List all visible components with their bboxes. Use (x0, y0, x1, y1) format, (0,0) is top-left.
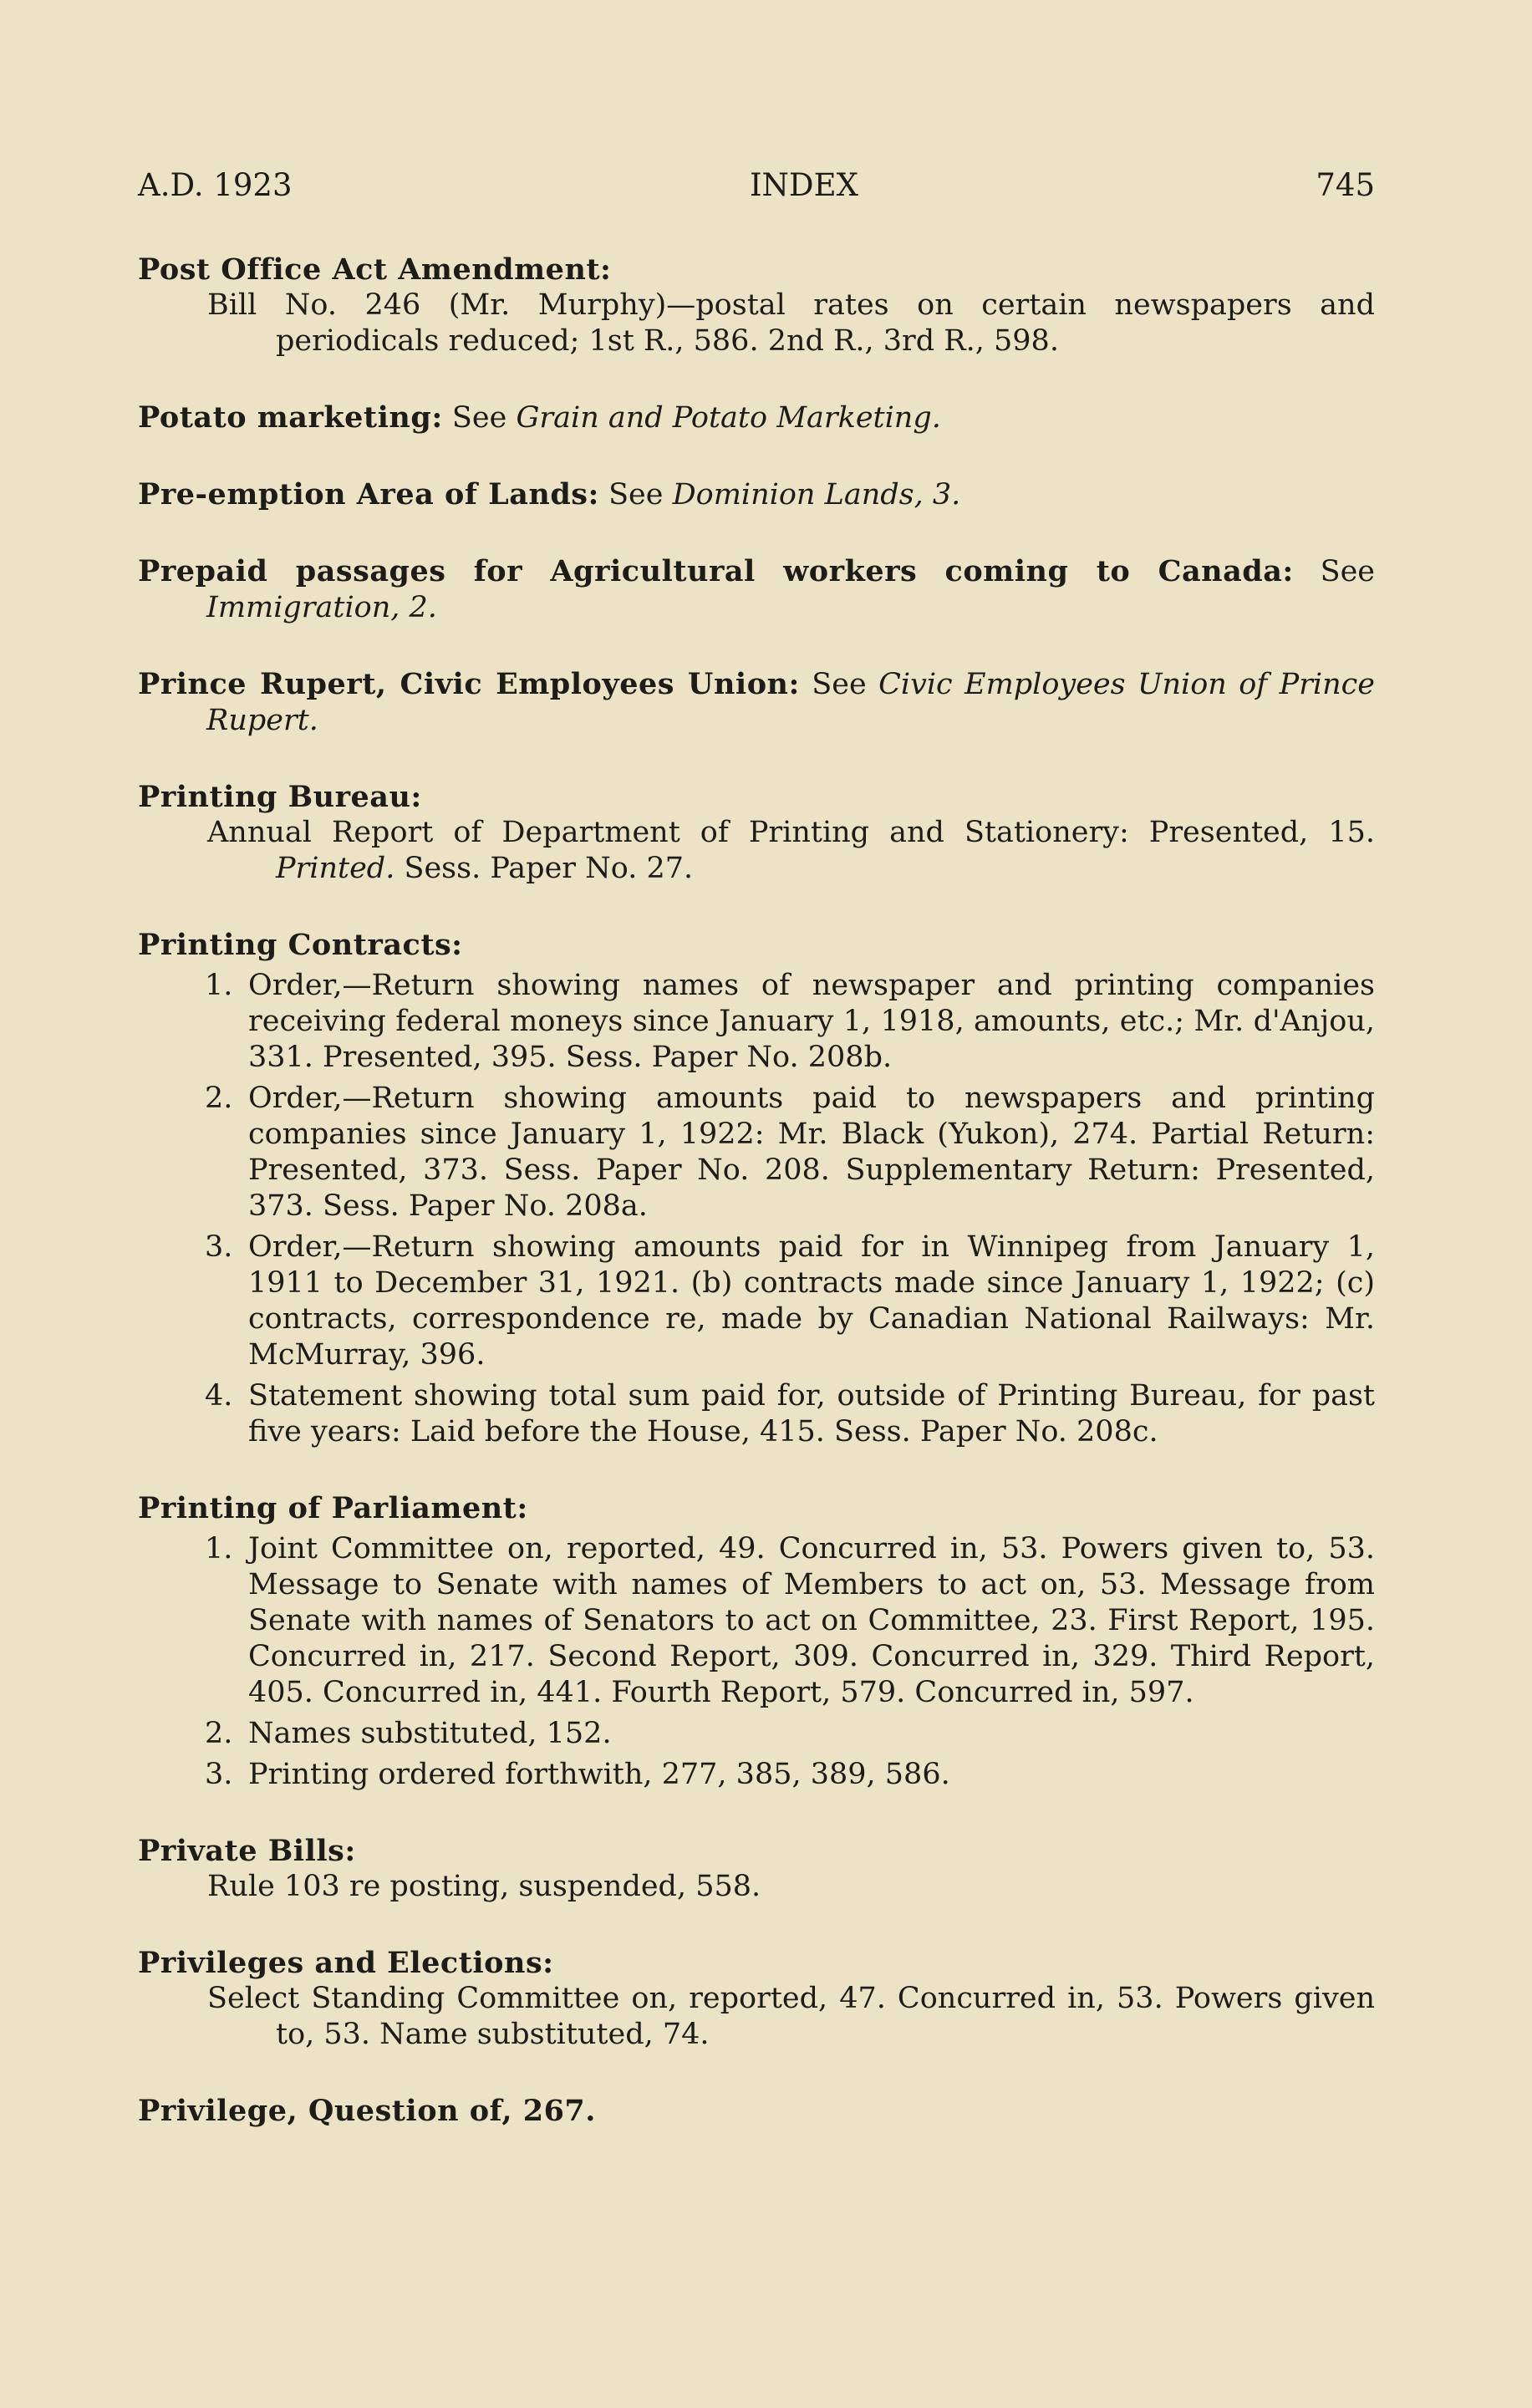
entry-potato-marketing (138, 400, 1375, 436)
list-item (138, 1378, 1375, 1450)
header-page-number: 745 (1316, 167, 1375, 203)
see-label: See (451, 401, 507, 435)
item-text: Joint Committee on, reported, 49. Concurred in, 53. Powers given to, 53. Message to Senate with names of Members to act on, 53. Message from Senate with names of Senators to act on Committee, 23. First Report, 195. Concurred in, 217. Second Report, 309. Concurred in, 329. Third Report, 405. Concurred in, 441. Fourth Report, 579. Concurred in, 597. (248, 1532, 1375, 1709)
list-item (138, 968, 1375, 1076)
entry-printing-contracts (138, 927, 1375, 1450)
entry-heading: Prepaid passages for Agricultural workers coming to Canada: (138, 554, 1294, 588)
entry-privileges-elections (138, 1945, 1375, 2053)
entry-prepaid-passages (138, 553, 1375, 626)
see-reference: Grain and Potato Marketing. (516, 401, 941, 435)
entry-heading: Private Bills: (138, 1834, 356, 1868)
see-label: See (608, 478, 664, 512)
entry-text (138, 815, 1375, 887)
entry-text-italic: Printed. (276, 852, 395, 885)
header-title: INDEX (749, 167, 858, 203)
item-text: Names substituted, 152. (248, 1717, 612, 1750)
entry-heading: Prince Rupert, Civic Employees Union: (138, 667, 800, 701)
item-text: Order,—Return showing amounts paid to newspapers and printing companies since January 1, 1922: Mr. Black (Yukon), 274. Partial Return: Presented, 373. Sess. Paper No. 208. Supplementary Return: Presented, 373. Sess. Paper No. 208a. (248, 1082, 1375, 1223)
entry-heading: Post Office Act Amendment: (138, 252, 612, 287)
item-text: Order,—Return showing names of newspaper and printing companies receiving federal moneys since January 1, 1918, amounts, etc.; Mr. d'Anjou, 331. Presented, 395. Sess. Paper No. 208b. (248, 969, 1375, 1074)
entry-privilege-question (138, 2093, 1375, 2129)
entry-heading: Pre-emption Area of Lands: (138, 477, 599, 512)
list-item (138, 1716, 1375, 1752)
list-item (138, 1081, 1375, 1224)
list-item (138, 1531, 1375, 1711)
item-number: 2. (205, 1717, 233, 1750)
item-number: 4. (205, 1379, 233, 1413)
item-number: 3. (205, 1758, 233, 1791)
entry-private-bills (138, 1833, 1375, 1905)
list-item (138, 1757, 1375, 1793)
entry-prince-rupert (138, 666, 1375, 739)
see-label: See (812, 668, 867, 701)
entry-heading: Potato marketing: (138, 400, 443, 435)
list-item (138, 1229, 1375, 1373)
header-year: A.D. 1923 (138, 167, 293, 203)
see-reference: Civic Employees Union of Prince Rupert. (206, 668, 1375, 737)
entry-heading: Privilege, Question of, 267. (138, 2094, 596, 2128)
entry-heading: Printing Contracts: (138, 928, 463, 962)
item-text: Order,—Return showing amounts paid for in Winnipeg from January 1, 1911 to December 31, 1921. (b) contracts made since January 1, 1922; (c) contracts, correspondence re, made by Canadian National Railways: Mr. McMurray, 396. (248, 1230, 1375, 1372)
see-label: See (1320, 555, 1375, 588)
entry-printing-bureau (138, 779, 1375, 887)
entry-printing-of-parliament (138, 1490, 1375, 1793)
see-reference: Dominion Lands, 3. (672, 478, 961, 512)
entry-text: Rule 103 re posting, suspended, 558. (207, 1870, 761, 1903)
entry-text-main: Annual Report of Department of Printing and Stationery: Presented, 15. (207, 816, 1375, 849)
index-page (138, 167, 1375, 2169)
item-number: 1. (205, 1532, 233, 1565)
entry-post-office-act (138, 252, 1375, 359)
entry-heading: Privileges and Elections: (138, 1946, 554, 1980)
item-text: Printing ordered forthwith, 277, 385, 389, 586. (248, 1758, 950, 1791)
entry-text-end: Sess. Paper No. 27. (404, 852, 694, 885)
entry-heading: Printing of Parliament: (138, 1491, 528, 1525)
page-header (138, 167, 1375, 203)
item-number: 2. (205, 1082, 233, 1115)
entry-text: Select Standing Committee on, reported, 47. Concurred in, 53. Powers given to, 53. Name substituted, 74. (207, 1982, 1375, 2051)
see-reference: Immigration, 2. (206, 591, 437, 624)
entry-text: Bill No. 246 (Mr. Murphy)—postal rates on certain newspapers and periodicals reduced; 1st R., 586. 2nd R., 3rd R., 598. (207, 288, 1375, 358)
item-number: 1. (205, 969, 233, 1002)
entry-heading: Printing Bureau: (138, 780, 422, 814)
entry-preemption-area (138, 476, 1375, 513)
item-number: 3. (205, 1230, 233, 1264)
item-text: Statement showing total sum paid for, outside of Printing Bureau, for past five years: Laid before the House, 415. Sess. Paper No. 208c. (248, 1379, 1375, 1448)
